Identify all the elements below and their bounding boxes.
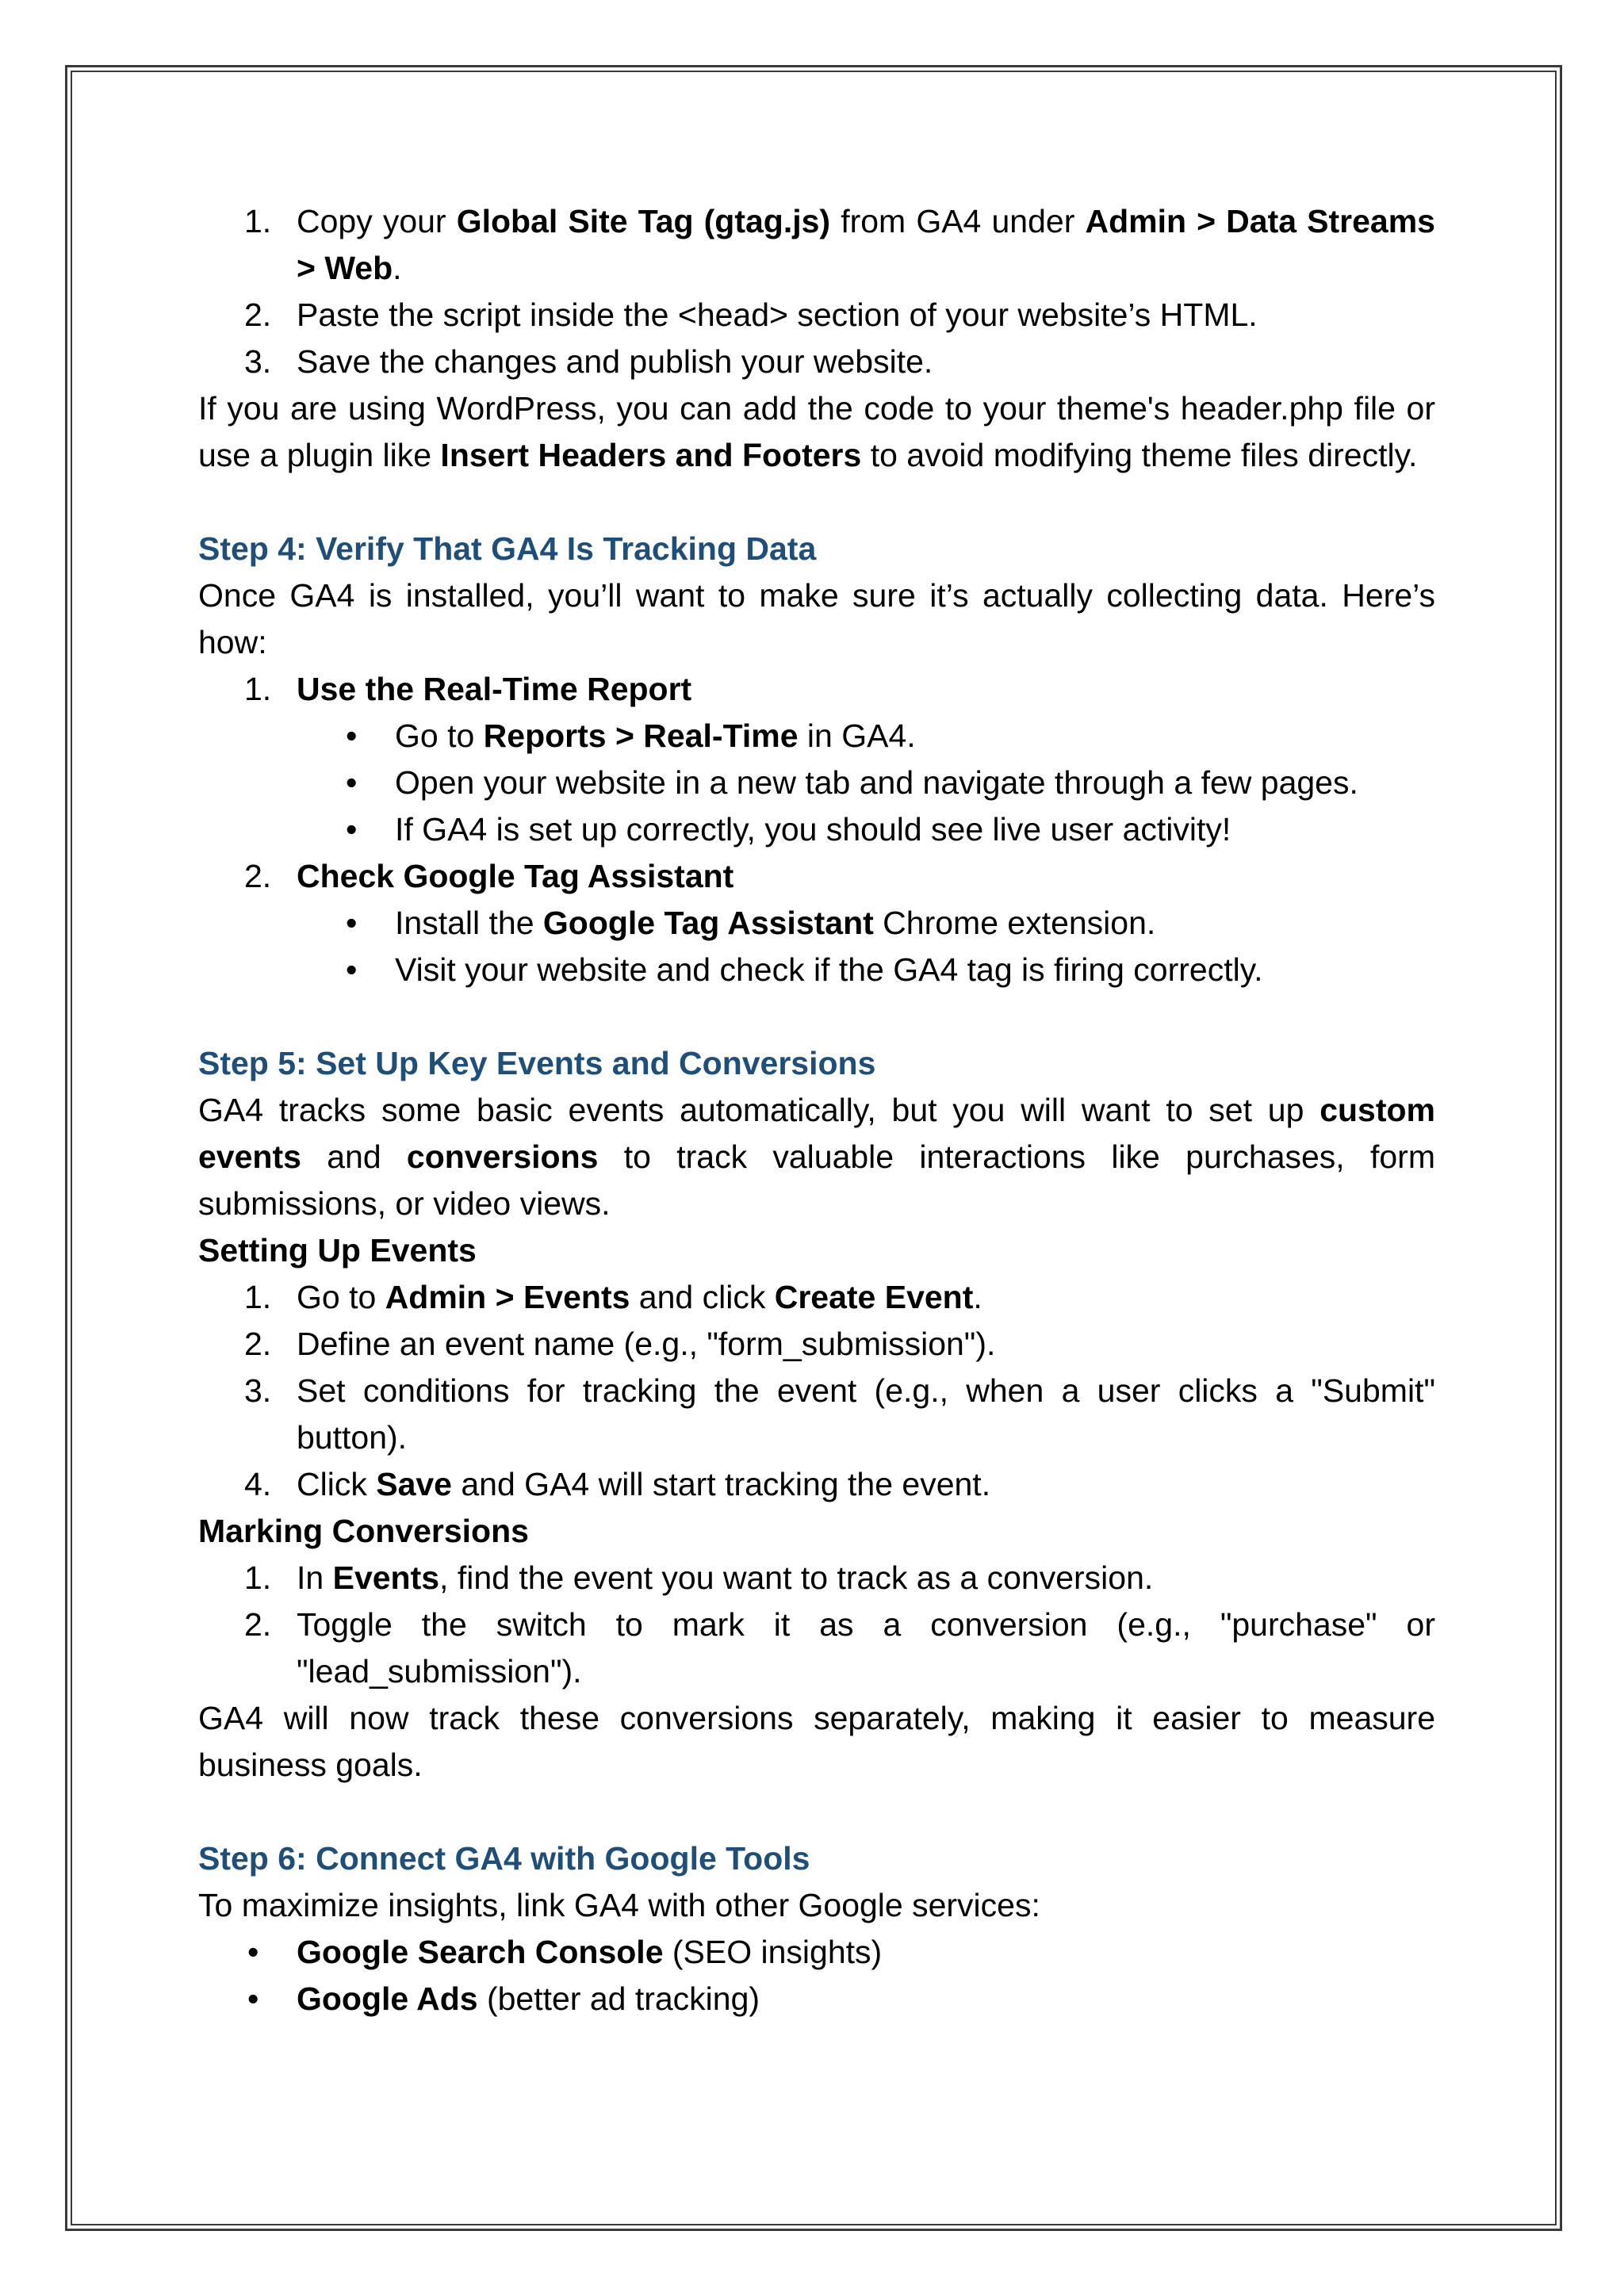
list-item: • Open your website in a new tab and navigate through a few pages. (198, 760, 1435, 806)
bullet-icon: • (247, 1980, 259, 2017)
step6-heading: Step 6: Connect GA4 with Google Tools (198, 1840, 810, 1877)
bullet-icon: • (346, 718, 358, 754)
list-number: 1. (244, 203, 272, 239)
list-item: • Google Ads (better ad tracking) (198, 1976, 1435, 2022)
list-item: • Visit your website and check if the GA4 tag is firing correctly. (198, 947, 1435, 993)
list-item: 4. Click Save and GA4 will start tracking the event. (198, 1461, 1435, 1508)
tag-assistant-bullets (198, 900, 1435, 993)
bullet-icon: • (247, 1934, 259, 1970)
step4-list-cont (198, 853, 1435, 900)
list-number: 2. (244, 1326, 272, 1362)
list-item: 3. Set conditions for tracking the event (e.g., when a user clicks a "Submit" button). (198, 1368, 1435, 1461)
list-number: 3. (244, 343, 272, 380)
install-steps-list (198, 198, 1435, 385)
list-item: 1. Copy your Global Site Tag (gtag.js) from GA4 under Admin > Data Streams > Web. (198, 198, 1435, 292)
list-item: 1. Use the Real-Time Report (198, 666, 1435, 713)
list-number: 4. (244, 1466, 272, 1502)
list-item: 1. Go to Admin > Events and click Create Event. (198, 1274, 1435, 1321)
wordpress-note: If you are using WordPress, you can add the code to your theme's header.php file or use a plugin like Insert Headers and Footers to avoid modifying theme files directly. (198, 390, 1435, 473)
list-number: 2. (244, 1606, 272, 1643)
list-number: 1. (244, 1279, 272, 1315)
step4-heading: Step 4: Verify That GA4 Is Tracking Data (198, 530, 817, 567)
list-number: 2. (244, 858, 272, 894)
list-item: • Go to Reports > Real-Time in GA4. (198, 713, 1435, 760)
realtime-bullets (198, 713, 1435, 853)
list-item: 3. Save the changes and publish your website. (198, 339, 1435, 385)
google-tools-bullets (198, 1929, 1435, 2022)
list-number: 3. (244, 1372, 272, 1409)
list-item: 2. Check Google Tag Assistant (198, 853, 1435, 900)
list-number: 2. (244, 297, 272, 333)
list-number: 1. (244, 671, 272, 707)
list-item: 2. Define an event name (e.g., "form_submission"). (198, 1321, 1435, 1368)
step4-intro: Once GA4 is installed, you’ll want to make sure it’s actually collecting data. Here’s how: (198, 577, 1435, 660)
bullet-icon: • (346, 905, 358, 941)
list-item: • Install the Google Tag Assistant Chrome extension. (198, 900, 1435, 947)
step5-outro: GA4 will now track these conversions separately, making it easier to measure business goals. (198, 1700, 1435, 1783)
list-item: 1. In Events, find the event you want to track as a conversion. (198, 1555, 1435, 1601)
list-item: • If GA4 is set up correctly, you should see live user activity! (198, 806, 1435, 853)
step5-intro: GA4 tracks some basic events automatically, but you will want to set up custom events and conversions to track valuable interactions like purchases, form submissions, or video views. (198, 1092, 1435, 1222)
setting-up-events-title: Setting Up Events (198, 1232, 477, 1269)
bullet-icon: • (346, 951, 358, 988)
marking-conversions-title: Marking Conversions (198, 1513, 529, 1549)
list-number: 1. (244, 1559, 272, 1596)
list-item: 2. Paste the script inside the <head> section of your website’s HTML. (198, 292, 1435, 339)
step6-intro: To maximize insights, link GA4 with other Google services: (198, 1887, 1040, 1923)
step5-heading: Step 5: Set Up Key Events and Conversions (198, 1045, 876, 1081)
list-item: • Google Search Console (SEO insights) (198, 1929, 1435, 1976)
events-list (198, 1274, 1435, 1508)
bullet-icon: • (346, 764, 358, 801)
list-item: 2. Toggle the switch to mark it as a conversion (e.g., "purchase" or "lead_submission"). (198, 1601, 1435, 1695)
document-body (198, 198, 1435, 2022)
conversions-list (198, 1555, 1435, 1695)
step4-list (198, 666, 1435, 713)
bullet-icon: • (346, 811, 358, 848)
